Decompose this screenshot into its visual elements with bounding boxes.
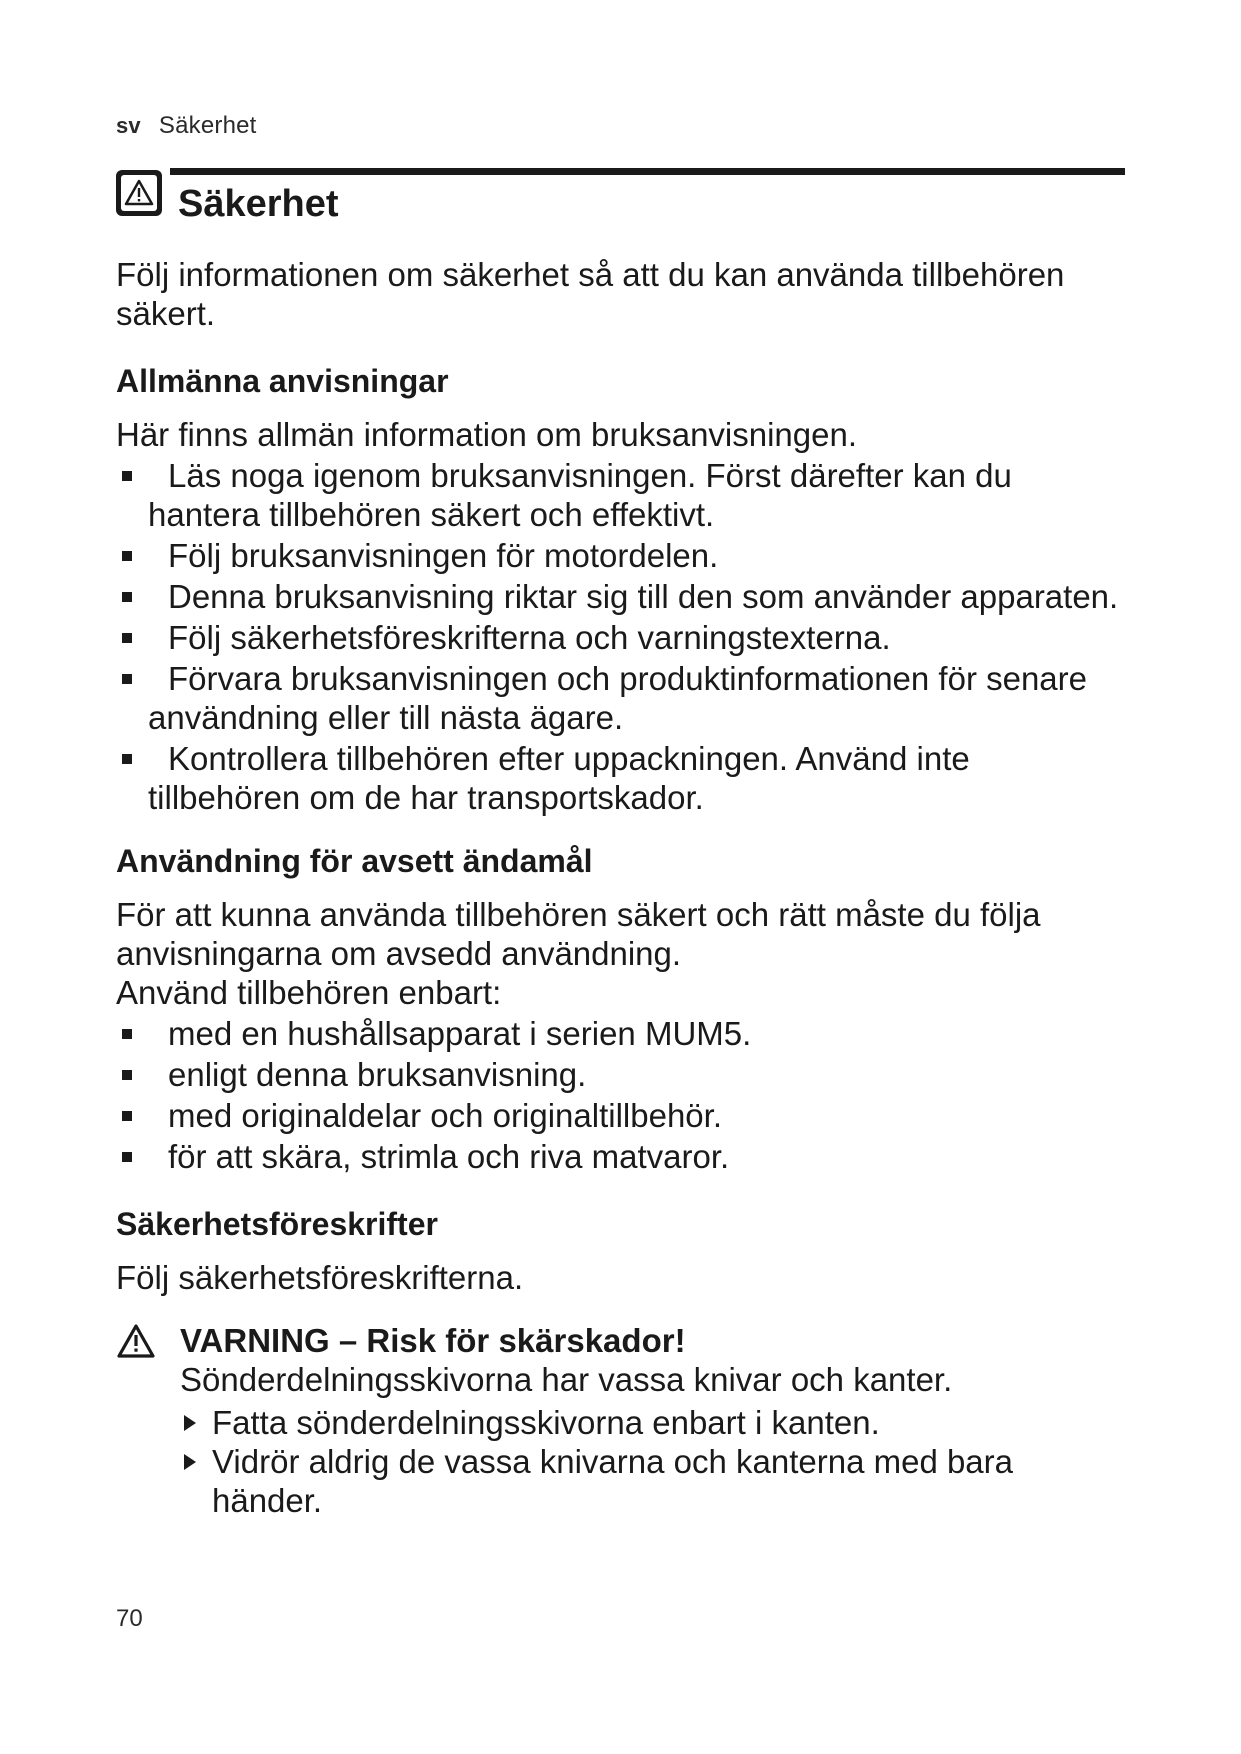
- running-head-title: Säkerhet: [158, 112, 257, 139]
- general-heading: Allmänna anvisningar: [116, 363, 449, 399]
- list-item: för att skära, strimla och riva matvaror.: [116, 1137, 1131, 1176]
- safety-heading: Säkerhetsföreskrifter: [116, 1206, 438, 1242]
- section-intro: Följ informationen om säkerhet så att du kan använda tillbehören säkert.: [116, 256, 1065, 332]
- list-item: Denna bruksanvisning riktar sig till den som använder apparaten.: [116, 577, 1131, 616]
- bullet-square-icon: [122, 551, 132, 561]
- action-item: Vidrör aldrig de vassa knivarna och kanterna med bara händer.: [180, 1442, 1131, 1520]
- warning-text: Sönderdelningsskivorna har vassa knivar och kanter.: [180, 1361, 953, 1398]
- warning-triangle-icon: [116, 170, 162, 216]
- warning-actions: [180, 1403, 1131, 1520]
- page-number: 70: [116, 1605, 143, 1632]
- action-item: Fatta sönderdelningsskivorna enbart i kanten.: [180, 1403, 1131, 1442]
- intended-use-lead-2: Använd tillbehören enbart:: [116, 974, 502, 1011]
- list-item: Läs noga igenom bruksanvisningen. Först därefter kan du hantera tillbehören säkert och effektivt.: [116, 456, 1131, 534]
- warning-triangle-icon: [116, 1323, 156, 1359]
- page-content: [116, 255, 1131, 1520]
- warning-title: VARNING – Risk för skärskador!: [180, 1322, 686, 1359]
- language-code: sv: [116, 113, 141, 138]
- bullet-square-icon: [122, 471, 132, 481]
- bullet-square-icon: [122, 1029, 132, 1039]
- bullet-square-icon: [122, 674, 132, 684]
- bullet-square-icon: [122, 754, 132, 764]
- arrow-right-icon: [184, 1454, 196, 1470]
- list-item: Kontrollera tillbehören efter uppackningen. Använd inte tillbehören om de har transportskador.: [116, 739, 1131, 817]
- list-item: Följ säkerhetsföreskrifterna och varningstexterna.: [116, 618, 1131, 657]
- list-item: Förvara bruksanvisningen och produktinformationen för senare användning eller till nästa ägare.: [116, 659, 1131, 737]
- section-rule: [170, 168, 1125, 175]
- warning-box: [116, 1321, 1131, 1520]
- intended-use-list: [116, 1014, 1131, 1176]
- intended-use-lead: För att kunna använda tillbehören säkert och rätt måste du följa anvisningarna om avsedd användning.: [116, 896, 1041, 972]
- list-item: Följ bruksanvisningen för motordelen.: [116, 536, 1131, 575]
- bullet-square-icon: [122, 1070, 132, 1080]
- running-head: [116, 112, 257, 140]
- list-item: med en hushållsapparat i serien MUM5.: [116, 1014, 1131, 1053]
- bullet-square-icon: [122, 592, 132, 602]
- general-lead: Här finns allmän information om bruksanvisningen.: [116, 416, 858, 453]
- intended-use-heading: Användning för avsett ändamål: [116, 843, 593, 879]
- safety-lead: Följ säkerhetsföreskrifterna.: [116, 1259, 524, 1296]
- list-item: enligt denna bruksanvisning.: [116, 1055, 1131, 1094]
- list-item: med originaldelar och originaltillbehör.: [116, 1096, 1131, 1135]
- arrow-right-icon: [184, 1415, 196, 1431]
- bullet-square-icon: [122, 1111, 132, 1121]
- bullet-square-icon: [122, 1152, 132, 1162]
- general-list: [116, 456, 1131, 817]
- section-title: Säkerhet: [178, 183, 339, 225]
- bullet-square-icon: [122, 633, 132, 643]
